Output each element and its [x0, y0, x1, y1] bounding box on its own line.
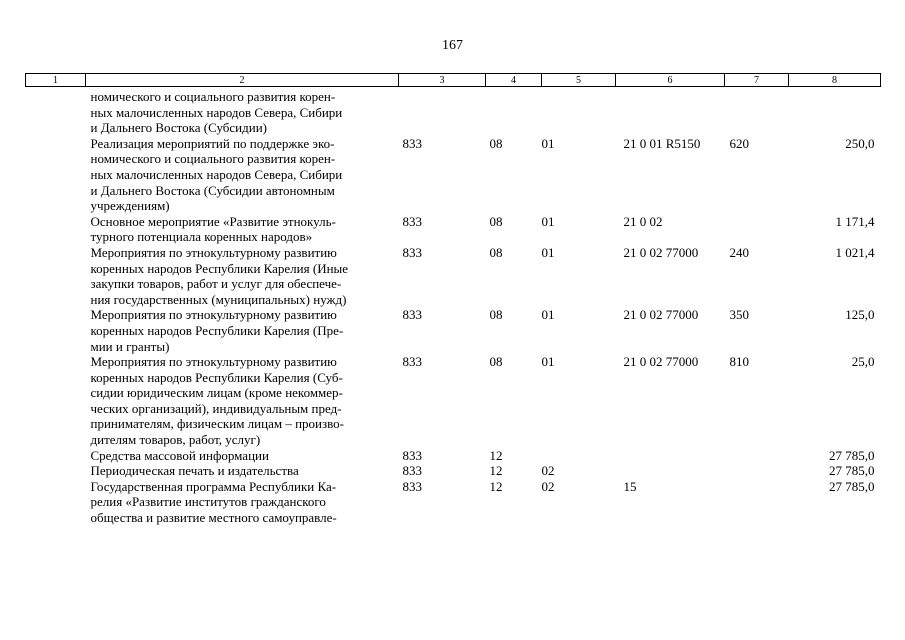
ministry-code-cell: 833: [402, 135, 422, 151]
column-header: 5: [542, 74, 616, 87]
row-number-cell: [26, 307, 86, 354]
expense-type-cell: 810: [729, 354, 749, 370]
subsection-code-cell: 01: [541, 354, 555, 370]
ministry-code-cell: 833: [402, 478, 422, 494]
row-number-cell: [26, 136, 86, 214]
row-name-line: и Дальнего Востока (Субсидии): [90, 120, 267, 136]
amount-cell: 27 785,0: [829, 478, 875, 494]
amount-cell: 27 785,0: [829, 447, 875, 463]
expense-type-cell: [725, 463, 789, 479]
ministry-code-cell: 833: [402, 307, 422, 323]
table-row: [26, 479, 881, 526]
row-name-cell: [86, 448, 399, 464]
expense-type-cell: [725, 479, 789, 526]
subsection-code-cell: 01: [541, 213, 555, 229]
table-row: [26, 354, 881, 448]
row-name-line: коренных народов Республики Карелия (Суб-: [90, 369, 343, 385]
row-name-line: турного потенциала коренных народов»: [90, 229, 313, 245]
section-code-cell: 08: [489, 135, 503, 151]
column-header: 6: [616, 74, 725, 87]
row-name-line: коренных народов Республики Карелия (Пре-: [90, 322, 344, 338]
target-article-cell: 21 0 01 R5150: [623, 135, 701, 151]
expense-type-cell: [725, 448, 789, 464]
row-name-line: мии и гранты): [90, 338, 170, 354]
subsection-code-cell: 01: [541, 307, 555, 323]
row-name-cell: [86, 463, 399, 479]
column-header: 4: [486, 74, 542, 87]
target-article-cell: 21 0 02 77000: [623, 307, 699, 323]
amount-cell: [789, 87, 881, 136]
expense-type-cell: 350: [729, 307, 749, 323]
target-article-cell: 21 0 02 77000: [623, 244, 699, 260]
amount-cell: 1 171,4: [835, 213, 875, 229]
row-number-cell: [26, 354, 86, 448]
row-name-line: ных малочисленных народов Севера, Сибири: [90, 166, 343, 182]
amount-cell: 1 021,4: [835, 244, 875, 260]
row-name-line: ния государственных (муниципальных) нужд): [90, 291, 347, 307]
table-row: [26, 136, 881, 214]
target-article-cell: [616, 448, 725, 464]
table-row: [26, 448, 881, 464]
row-name-cell: [86, 245, 399, 307]
row-name-line: Основное мероприятие «Развитие этнокуль-: [90, 213, 336, 229]
subsection-code-cell: 01: [541, 135, 555, 151]
row-name-line: Средства массовой информации: [90, 447, 269, 463]
row-name-line: учреждениям): [90, 198, 170, 214]
amount-cell: 25,0: [851, 354, 875, 370]
row-name-line: номического и социального развития корен-: [90, 151, 336, 167]
row-name-line: Мероприятия по этнокультурному развитию: [90, 244, 337, 260]
row-name-line: Мероприятия по этнокультурному развитию: [90, 354, 337, 370]
row-number-cell: [26, 245, 86, 307]
row-name-line: Реализация мероприятий по поддержке эко-: [90, 135, 335, 151]
budget-table: [25, 73, 881, 526]
row-number-cell: [26, 479, 86, 526]
section-code-cell: 12: [489, 478, 503, 494]
subsection-code-cell: [542, 87, 616, 136]
expense-type-cell: [725, 87, 789, 136]
row-number-cell: [26, 87, 86, 136]
row-name-line: дителям товаров, работ, услуг): [90, 432, 261, 448]
row-name-line: Государственная программа Республики Ка-: [90, 478, 337, 494]
row-name-line: закупки товаров, работ и услуг для обеспече-: [90, 276, 342, 292]
row-number-cell: [26, 448, 86, 464]
ministry-code-cell: [399, 87, 486, 136]
section-code-cell: 08: [489, 244, 503, 260]
target-article-cell: 15: [623, 478, 637, 494]
amount-cell: 250,0: [845, 135, 875, 151]
row-name-line: и Дальнего Востока (Субсидии автономным: [90, 182, 335, 198]
section-code-cell: 08: [489, 354, 503, 370]
row-name-line: сидии юридическим лицам (кроме некоммер-: [90, 385, 343, 401]
row-name-line: номического и социального развития корен-: [90, 89, 336, 104]
table-row: [26, 214, 881, 245]
expense-type-cell: 620: [729, 135, 749, 151]
column-header: 3: [399, 74, 486, 87]
row-number-cell: [26, 463, 86, 479]
row-name-line: ных малочисленных народов Севера, Сибири: [90, 104, 343, 120]
target-article-cell: [616, 87, 725, 136]
column-header: 7: [725, 74, 789, 87]
target-article-cell: [616, 463, 725, 479]
expense-type-cell: 240: [729, 244, 749, 260]
section-code-cell: [486, 87, 542, 136]
header-row: [26, 74, 881, 87]
section-code-cell: 08: [489, 307, 503, 323]
table-row: [26, 245, 881, 307]
column-header: 2: [86, 74, 399, 87]
row-name-line: релия «Развитие институтов гражданского: [90, 494, 326, 510]
row-name-line: общества и развитие местного самоуправле-: [90, 510, 337, 526]
row-name-line: принимателям, физическим лицам – произво-: [90, 416, 344, 432]
ministry-code-cell: 833: [402, 447, 422, 463]
row-name-cell: [86, 307, 399, 354]
expense-type-cell: [725, 214, 789, 245]
row-name-cell: [86, 214, 399, 245]
row-name-cell: [86, 136, 399, 214]
subsection-code-cell: [542, 448, 616, 464]
table-row: [26, 307, 881, 354]
subsection-code-cell: 02: [541, 463, 555, 479]
amount-cell: 27 785,0: [829, 463, 875, 479]
section-code-cell: 12: [489, 463, 503, 479]
amount-cell: 125,0: [845, 307, 875, 323]
ministry-code-cell: 833: [402, 463, 422, 479]
subsection-code-cell: 02: [541, 478, 555, 494]
table-body: [26, 87, 881, 526]
table-row: [26, 463, 881, 479]
row-name-line: Периодическая печать и издательства: [90, 463, 299, 479]
target-article-cell: 21 0 02: [623, 213, 663, 229]
subsection-code-cell: 01: [541, 244, 555, 260]
row-name-cell: [86, 354, 399, 448]
target-article-cell: 21 0 02 77000: [623, 354, 699, 370]
row-number-cell: [26, 214, 86, 245]
ministry-code-cell: 833: [402, 213, 422, 229]
row-name-cell: [86, 87, 399, 136]
ministry-code-cell: 833: [402, 244, 422, 260]
page-number: 167: [442, 38, 463, 53]
ministry-code-cell: 833: [402, 354, 422, 370]
row-name-line: ческих организаций), индивидуальным пред-: [90, 400, 342, 416]
row-name-cell: [86, 479, 399, 526]
section-code-cell: 08: [489, 213, 503, 229]
column-header: 1: [26, 74, 86, 87]
row-name-line: коренных народов Республики Карелия (Иные: [90, 260, 349, 276]
row-name-line: Мероприятия по этнокультурному развитию: [90, 307, 337, 323]
column-header: 8: [789, 74, 881, 87]
table-row: [26, 87, 881, 136]
section-code-cell: 12: [489, 447, 503, 463]
